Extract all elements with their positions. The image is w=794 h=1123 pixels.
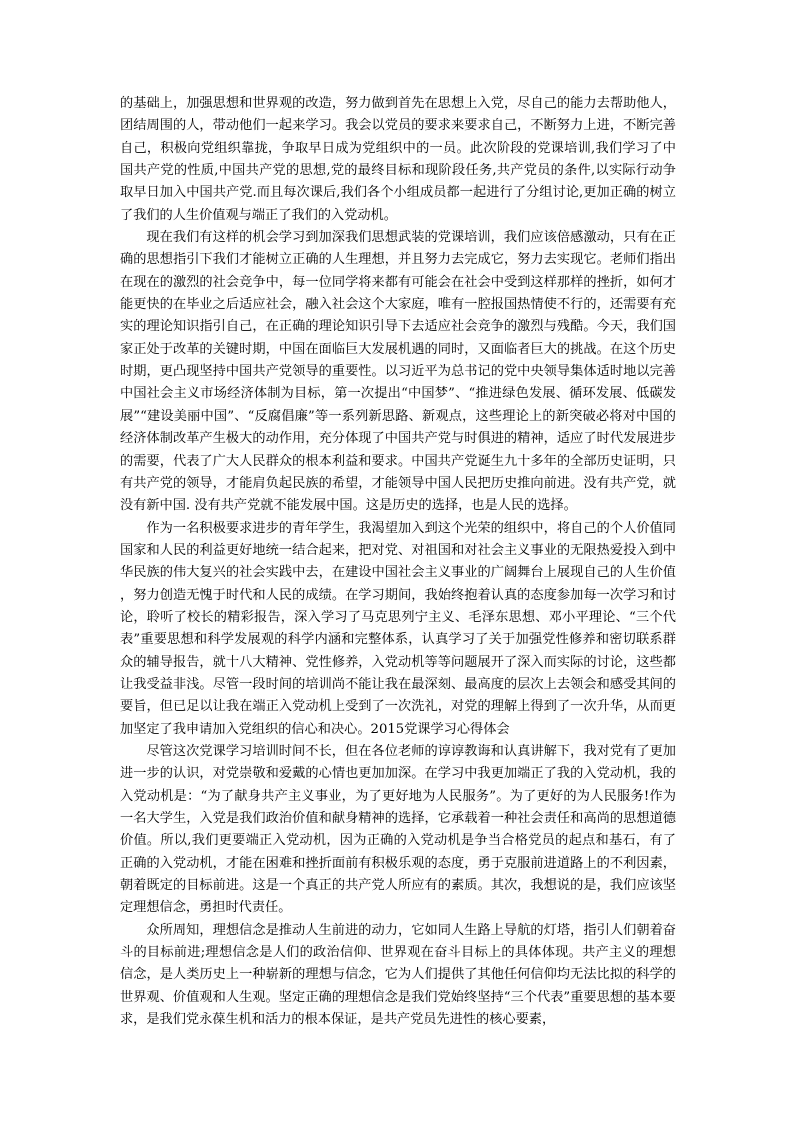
paragraph: 作为一名积极要求进步的青年学生，我渴望加入到这个光荣的组织中，将自己的个人价值同国家和人民的利益更好地统一结合起来，把对党、对祖国和对社会主义事业的无限热爱投入到中华民族的伟大复兴的社会实践中去，在建设中国社会主义事业的广阔舞台上展现自己的人生价值，努力创造无愧于时代和人民的成绩。在学习期间，我始终抱着认真的态度参加每一次学习和讨论，聆听了校长的精彩报告，深入学习了马克思列宁主义、毛泽东思想、邓小平理论、“三个代表”重要思想和科学发展观的科学内涵和完整体系，认真学习了关于加强党性修养和密切联系群众的辅导报告，就十八大精神、党性修养，入党动机等等问题展开了深入而实际的讨论，这些都让我受益非浅。尽管一段时间的培训尚不能让我在最深刻、最高度的层次上去领会和感受其间的要旨，但已足以让我在端正入党动机上受到了一次洗礼，对党的理解上得到了一次升华，从而更加坚定了我申请加入党组织的信心和决心。2015党课学习心得体会 (120, 520, 676, 737)
paragraph: 众所周知，理想信念是推动人生前进的动力，它如同人生路上导航的灯塔，指引人们朝着奋斗的目标前进;理想信念是人们的政治信仰、世界观在奋斗目标上的具体体现。共产主义的理想信念，是人类历史上一种崭新的理想与信念，它为人们提供了其他任何信仰均无法比拟的科学的世界观、价值观和人生观。坚定正确的理想信念是我们党始终坚持“三个代表”重要思想的基本要求，是我们党永葆生机和活力的根本保证，是共产党员先进性的核心要素， (120, 922, 676, 1028)
document-page (120, 93, 676, 1031)
paragraph: 尽管这次党课学习培训时间不长，但在各位老师的谆谆教诲和认真讲解下，我对党有了更加进一步的认识，对党崇敬和爱戴的心情也更加加深。在学习中我更加端正了我的入党动机，我的入党动机是：“为了献身共产主义事业，为了更好地为人民服务”。为了更好的为人民服务!作为一名大学生，入党是我们政治价值和献身精神的选择，它承载着一种社会责任和高尚的思想道德价值。所以,我们更要端正入党动机，因为正确的入党动机是争当合格党员的起点和基石，有了正确的入党动机，才能在困难和挫折面前有积极乐观的态度，勇于克服前进道路上的不利因素，朝着既定的目标前进。这是一个真正的共产党人所应有的素质。其次，我想说的是，我们应该坚定理想信念，勇担时代责任。 (120, 743, 676, 916)
paragraph: 现在我们有这样的机会学习到加深我们思想武装的党课培训，我们应该倍感激动，只有在正确的思想指引下我们才能树立正确的人生理想，并且努力去完成它，努力去实现它。老师们指出在现在的激烈的社会竞争中，每一位同学将来都有可能会在社会中受到这样那样的挫折，如何才能更快的在毕业之后适应社会，融入社会这个大家庭，唯有一腔报国热情使不行的，还需要有充实的理论知识指引自己，在正确的理论知识引导下去适应社会竞争的激烈与残酷。今天，我们国家正处于改革的关键时期，中国在面临巨大发展机遇的同时，又面临者巨大的挑战。在这个历史时期，更凸现坚持中国共产党领导的重要性。以习近平为总书记的党中央领导集体适时地以完善中国社会主义市场经济体制为目标，第一次提出“中国梦”、“推进绿色发展、循环发展、低碳发展”“建设美丽中国”、“反腐倡廉”等一系列新思路、新观点，这些理论上的新突破必将对中国的经济体制改革产生极大的动作用，充分体现了中国共产党与时俱进的精神，适应了时代发展进步的需要，代表了广大人民群众的根本利益和要求。中国共产党诞生九十多年的全部历史证明，只有共产党的领导，才能肩负起民族的希望，才能领导中国人民把历史推向前进。没有共产党，就没有新中国. 没有共产党就不能发展中国。这是历史的选择，也是人民的选择。 (120, 230, 676, 514)
paragraph: 的基础上，加强思想和世界观的改造，努力做到首先在思想上入党，尽自己的能力去帮助他人，团结周围的人，带动他们一起来学习。我会以党员的要求来要求自己，不断努力上进，不断完善自己，积极向党组织靠拢，争取早日成为党组织中的一员。此次阶段的党课培训,我们学习了中国共产党的性质,中国共产党的思想,党的最终目标和现阶段任务,共产党员的条件,以实际行动争取早日加入中国共产党.而且每次课后,我们各个小组成员都一起进行了分组讨论,更加正确的树立了我们的人生价值观与端正了我们的入党动机。 (120, 96, 676, 223)
